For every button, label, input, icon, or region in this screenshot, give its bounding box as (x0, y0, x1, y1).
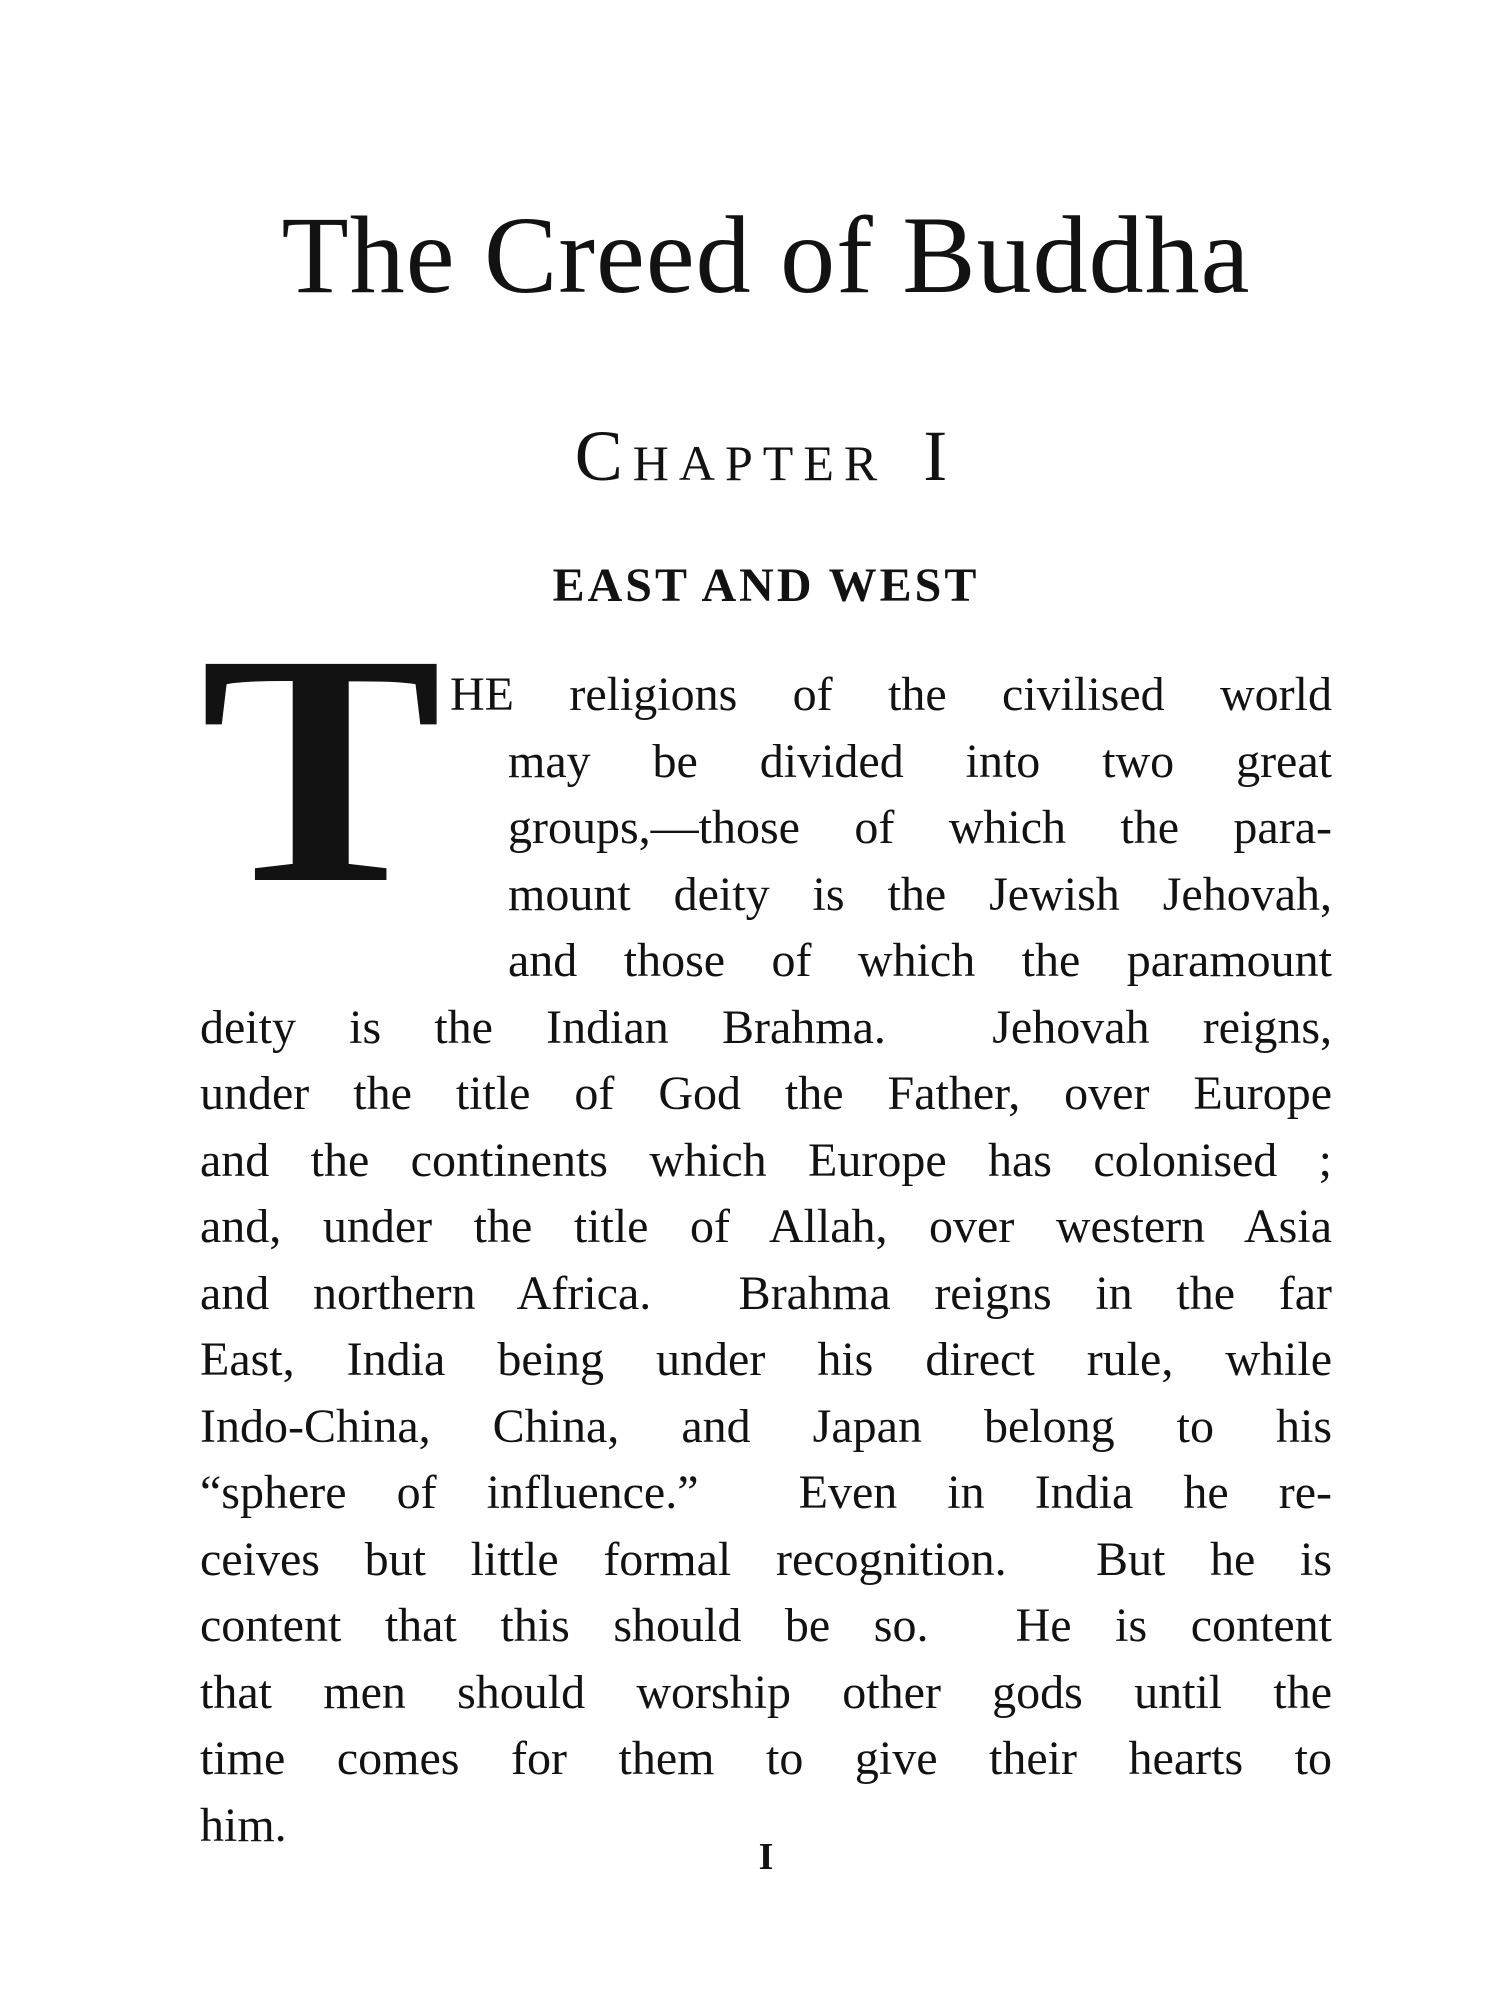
body-line: that men should worship other gods until the (200, 1665, 1332, 1719)
body-line: may be divided into two great (508, 734, 1332, 788)
body-line: and, under the title of Allah, over western Asia (200, 1200, 1332, 1253)
paragraph (200, 662, 1332, 1859)
section-heading: EAST AND WEST (552, 559, 980, 612)
body-line: “sphere of influence.” Even in India he re- (200, 1466, 1332, 1519)
body-line: ceives but little formal recognition. But he is (200, 1532, 1332, 1586)
body-line: time comes for them to give their hearts to (200, 1732, 1332, 1785)
body-line: groups,—those of which the para- (508, 801, 1332, 854)
body-line: and northern Africa. Brahma reigns in the far (200, 1266, 1332, 1320)
chapter-initial: C (574, 416, 633, 496)
drop-cap: T (200, 587, 443, 952)
chapter-heading (200, 416, 1332, 496)
body-line: Indo-China, China, and Japan belong to his (200, 1399, 1332, 1453)
body-line: HE religions of the civilised world (450, 668, 1332, 721)
page-number: I (758, 1836, 774, 1878)
body-line: East, India being under his direct rule, while (200, 1333, 1332, 1386)
chapter-numeral: I (923, 416, 958, 496)
body-line: him. (200, 1798, 287, 1852)
book-title: The Creed of Buddha (281, 194, 1251, 316)
chapter-rest: HAPTER (632, 435, 888, 491)
body-line: deity is the Indian Brahma. Jehovah reigns, (200, 1000, 1332, 1054)
body-line: mount deity is the Jewish Jehovah, (508, 867, 1332, 921)
body-line: content that this should be so. He is content (200, 1599, 1332, 1652)
body-line: under the title of God the Father, over Europe (200, 1067, 1332, 1120)
body-line: and the continents which Europe has colonised ; (200, 1133, 1332, 1187)
body-line: and those of which the paramount (508, 934, 1332, 987)
